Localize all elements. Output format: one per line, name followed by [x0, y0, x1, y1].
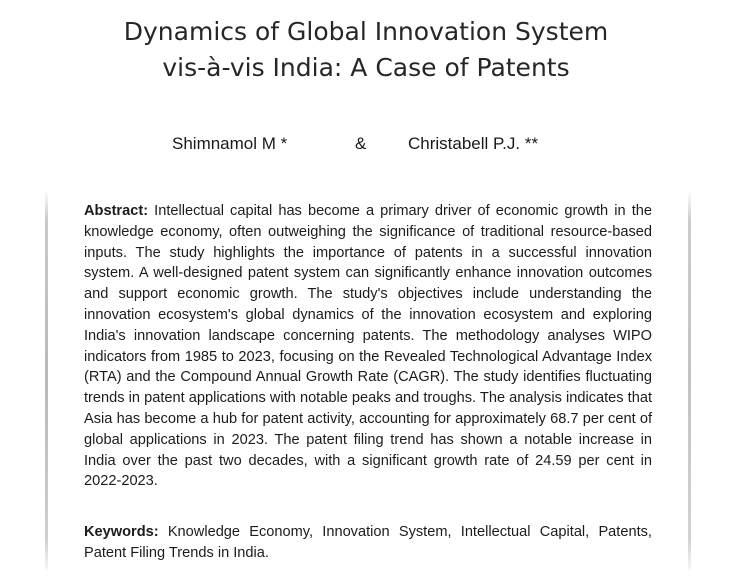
abstract-paragraph [84, 201, 652, 492]
author-separator: & [355, 134, 367, 153]
left-border-rule [45, 190, 48, 570]
keywords-text: Knowledge Economy, Innovation System, Intellectual Capital, Patents, Patent Filing Trends in India. [84, 524, 652, 561]
author-line [0, 134, 732, 156]
right-border-rule [688, 190, 691, 570]
title-line-2: vis-à-vis India: A Case of Patents [162, 53, 570, 82]
abstract-label: Abstract: [84, 203, 149, 219]
title-line-1: Dynamics of Global Innovation System [123, 17, 609, 46]
keywords-paragraph [84, 522, 652, 564]
author-name-2: Christabell P.J. ** [408, 134, 539, 153]
paper-title [0, 14, 732, 86]
keywords-label: Keywords: [84, 524, 159, 540]
abstract-text: Intellectual capital has become a primary driver of economic growth in the knowledge economy, often outweighing the significance of traditional resource-based inputs. The study highlights the importance of patents in a successful innovation system. A well-designed patent system can significantly enhance innovation outcomes and support economic growth. The study's objectives include understanding the innovation ecosystem's global dynamics of the innovation ecosystem and exploring India's innovation landscape concerning patents. The methodology analyses WIPO indicators from 1985 to 2023, focusing on the Revealed Technological Advantage Index (RTA) and the Compound Annual Growth Rate (CAGR). The study identifies fluctuating trends in patent applications with notable peaks and troughs. The analysis indicates that Asia has become a hub for patent activity, accounting for approximately 68.7 per cent of global applications in 2023. The patent filing trend has shown a notable increase in India over the past two decades, with a significant growth rate of 24.59 per cent in 2022-2023. [84, 203, 652, 490]
author-name-1: Shimnamol M * [172, 134, 288, 153]
